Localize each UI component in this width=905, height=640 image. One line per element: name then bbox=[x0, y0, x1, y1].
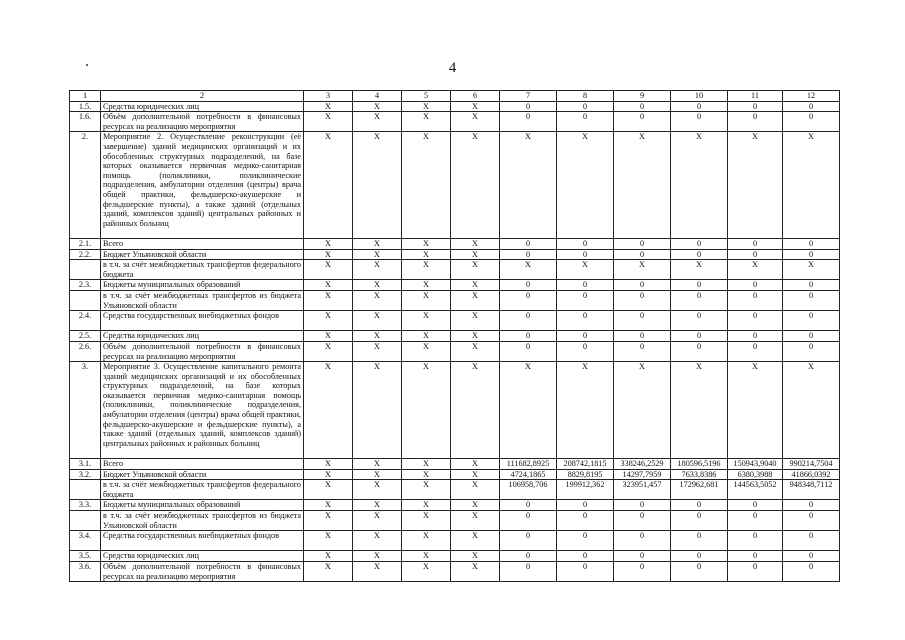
cell-value: 0 bbox=[557, 341, 614, 361]
table-row bbox=[70, 531, 840, 551]
cell-value: X bbox=[557, 362, 614, 459]
row-label: в т.ч. за счёт межбюджетных трансфертов из бюджета Ульяновской области bbox=[101, 511, 304, 531]
cell-value: 0 bbox=[500, 551, 557, 562]
cell-value: 0 bbox=[500, 562, 557, 582]
cell-value: X bbox=[671, 260, 728, 280]
row-label: Средства государственных внебюджетных фондов bbox=[101, 311, 304, 331]
cell-value: 6380,3988 bbox=[728, 469, 783, 480]
cell-value: 0 bbox=[671, 331, 728, 342]
header-row bbox=[70, 91, 840, 102]
cell-value: X bbox=[304, 341, 353, 361]
column-number: 10 bbox=[671, 91, 728, 102]
cell-value: 172962,681 bbox=[671, 480, 728, 500]
table-row bbox=[70, 132, 840, 239]
cell-value: 0 bbox=[783, 238, 840, 249]
cell-value: 0 bbox=[728, 500, 783, 511]
table-row bbox=[70, 249, 840, 260]
cell-value: 0 bbox=[557, 290, 614, 310]
cell-value: X bbox=[353, 101, 402, 112]
cell-value: X bbox=[353, 551, 402, 562]
table-row bbox=[70, 341, 840, 361]
cell-value: 0 bbox=[728, 562, 783, 582]
cell-value: 0 bbox=[671, 112, 728, 132]
cell-value: 0 bbox=[783, 562, 840, 582]
cell-value: 338246,2529 bbox=[614, 459, 671, 470]
cell-value: X bbox=[402, 101, 451, 112]
cell-value: X bbox=[353, 362, 402, 459]
table-row bbox=[70, 551, 840, 562]
cell-value: 0 bbox=[557, 500, 614, 511]
cell-value: X bbox=[353, 341, 402, 361]
cell-value: 0 bbox=[500, 511, 557, 531]
row-label: в т.ч. за счёт межбюджетных трансфертов федерального бюджета bbox=[101, 480, 304, 500]
cell-value: X bbox=[451, 311, 500, 331]
row-label: в т.ч. за счёт межбюджетных трансфертов из бюджета Ульяновской области bbox=[101, 290, 304, 310]
cell-value: X bbox=[402, 362, 451, 459]
row-label: Объём дополнительной потребности в финансовых ресурсах на реализацию мероприятия bbox=[101, 112, 304, 132]
cell-value: X bbox=[451, 101, 500, 112]
row-label: Всего bbox=[101, 238, 304, 249]
cell-value: X bbox=[402, 459, 451, 470]
cell-value: X bbox=[402, 132, 451, 239]
column-number: 3 bbox=[304, 91, 353, 102]
cell-value: 0 bbox=[728, 112, 783, 132]
cell-value: 0 bbox=[557, 511, 614, 531]
cell-value: X bbox=[451, 249, 500, 260]
cell-value: 0 bbox=[728, 311, 783, 331]
row-label: Средства юридических лиц bbox=[101, 551, 304, 562]
cell-value: X bbox=[353, 459, 402, 470]
row-number: 1.5. bbox=[70, 101, 101, 112]
cell-value: X bbox=[353, 531, 402, 551]
cell-value: X bbox=[402, 480, 451, 500]
cell-value: X bbox=[304, 238, 353, 249]
cell-value: X bbox=[671, 132, 728, 239]
row-number bbox=[70, 511, 101, 531]
cell-value: 150943,9040 bbox=[728, 459, 783, 470]
cell-value: 0 bbox=[783, 311, 840, 331]
cell-value: X bbox=[671, 362, 728, 459]
row-number: 2. bbox=[70, 132, 101, 239]
cell-value: X bbox=[304, 469, 353, 480]
row-number: 2.6. bbox=[70, 341, 101, 361]
cell-value: X bbox=[353, 469, 402, 480]
table-row bbox=[70, 500, 840, 511]
row-label: Бюджет Ульяновской области bbox=[101, 249, 304, 260]
row-label: Бюджеты муниципальных образований bbox=[101, 500, 304, 511]
budget-table bbox=[69, 90, 840, 582]
cell-value: 7633,8386 bbox=[671, 469, 728, 480]
table-row bbox=[70, 331, 840, 342]
cell-value: 0 bbox=[728, 531, 783, 551]
cell-value: 0 bbox=[728, 280, 783, 291]
cell-value: 8829,8195 bbox=[557, 469, 614, 480]
cell-value: X bbox=[402, 249, 451, 260]
cell-value: 0 bbox=[614, 249, 671, 260]
cell-value: X bbox=[353, 280, 402, 291]
cell-value: 0 bbox=[500, 249, 557, 260]
cell-value: 990214,7504 bbox=[783, 459, 840, 470]
cell-value: X bbox=[451, 132, 500, 239]
cell-value: 0 bbox=[614, 280, 671, 291]
row-number: 2.2. bbox=[70, 249, 101, 260]
cell-value: 0 bbox=[728, 511, 783, 531]
cell-value: 0 bbox=[728, 249, 783, 260]
cell-value: 0 bbox=[614, 238, 671, 249]
row-label: Всего bbox=[101, 459, 304, 470]
column-number: 12 bbox=[783, 91, 840, 102]
column-number: 1 bbox=[70, 91, 101, 102]
cell-value: 0 bbox=[671, 500, 728, 511]
row-label: Средства юридических лиц bbox=[101, 331, 304, 342]
row-number bbox=[70, 290, 101, 310]
cell-value: X bbox=[304, 562, 353, 582]
cell-value: 0 bbox=[500, 531, 557, 551]
cell-value: 0 bbox=[671, 531, 728, 551]
cell-value: X bbox=[783, 362, 840, 459]
cell-value: 0 bbox=[728, 290, 783, 310]
cell-value: 0 bbox=[614, 331, 671, 342]
column-number: 8 bbox=[557, 91, 614, 102]
cell-value: X bbox=[304, 459, 353, 470]
cell-value: X bbox=[304, 311, 353, 331]
cell-value: X bbox=[451, 362, 500, 459]
row-number: 2.3. bbox=[70, 280, 101, 291]
cell-value: 111682,8925 bbox=[500, 459, 557, 470]
row-number: 1.6. bbox=[70, 112, 101, 132]
cell-value: 0 bbox=[557, 249, 614, 260]
cell-value: X bbox=[402, 238, 451, 249]
row-number: 3.2. bbox=[70, 469, 101, 480]
cell-value: 0 bbox=[783, 280, 840, 291]
cell-value: X bbox=[451, 280, 500, 291]
cell-value: X bbox=[451, 551, 500, 562]
cell-value: X bbox=[402, 331, 451, 342]
cell-value: 0 bbox=[557, 331, 614, 342]
cell-value: 0 bbox=[500, 238, 557, 249]
cell-value: 144563,5052 bbox=[728, 480, 783, 500]
table-row bbox=[70, 362, 840, 459]
cell-value: X bbox=[353, 480, 402, 500]
row-label: Мероприятие 3. Осуществление капитального ремонта зданий медицинских организаций и их обособленных структурных подразделений, на базе которых оказывается первичная медико-санитарная помощь (поликлиники, поликлинические подразделения, амбулатории отделения (центры) врача общей практики, фельдшерско-акушерские и фельдшерские пункты), а также зданий (отдельных зданий, комплексов зданий) центральных районных и районных больниц bbox=[101, 362, 304, 459]
cell-value: X bbox=[304, 480, 353, 500]
cell-value: X bbox=[304, 112, 353, 132]
row-label: Мероприятие 2. Осуществление реконструкции (её завершение) зданий медицинских организаций и их обособленных структурных подразделений, на базе которых оказывается первичная медико-санитарная помощь (поликлиники, поликлинические подразделения, амбулатории отделения (центры) врача общей практики, фельдшерско-акушерские и фельдшерские пункты), а также зданий (отдельных зданий, комплексов зданий) центральных районных и районных больниц bbox=[101, 132, 304, 239]
cell-value: 0 bbox=[671, 238, 728, 249]
row-number bbox=[70, 260, 101, 280]
table-row bbox=[70, 112, 840, 132]
cell-value: 0 bbox=[783, 112, 840, 132]
cell-value: X bbox=[353, 132, 402, 239]
cell-value: X bbox=[304, 280, 353, 291]
cell-value: X bbox=[451, 331, 500, 342]
cell-value: 0 bbox=[614, 341, 671, 361]
cell-value: 0 bbox=[783, 290, 840, 310]
cell-value: 0 bbox=[557, 551, 614, 562]
cell-value: X bbox=[451, 511, 500, 531]
cell-value: X bbox=[353, 331, 402, 342]
row-label: Объём дополнительной потребности в финансовых ресурсах на реализацию мероприятия bbox=[101, 341, 304, 361]
cell-value: 0 bbox=[614, 531, 671, 551]
cell-value: 0 bbox=[500, 280, 557, 291]
row-label: Средства государственных внебюджетных фондов bbox=[101, 531, 304, 551]
cell-value: 0 bbox=[557, 101, 614, 112]
row-number: 2.1. bbox=[70, 238, 101, 249]
cell-value: 0 bbox=[728, 238, 783, 249]
cell-value: X bbox=[402, 511, 451, 531]
cell-value: X bbox=[451, 290, 500, 310]
cell-value: 0 bbox=[671, 101, 728, 112]
cell-value: X bbox=[451, 238, 500, 249]
cell-value: X bbox=[451, 260, 500, 280]
cell-value: X bbox=[557, 260, 614, 280]
cell-value: X bbox=[402, 341, 451, 361]
cell-value: X bbox=[451, 480, 500, 500]
cell-value: 0 bbox=[671, 511, 728, 531]
cell-value: 0 bbox=[671, 562, 728, 582]
cell-value: X bbox=[304, 132, 353, 239]
cell-value: 0 bbox=[614, 290, 671, 310]
cell-value: 0 bbox=[783, 500, 840, 511]
row-label: Средства юридических лиц bbox=[101, 101, 304, 112]
cell-value: X bbox=[304, 249, 353, 260]
cell-value: X bbox=[304, 260, 353, 280]
row-number: 3. bbox=[70, 362, 101, 459]
cell-value: 0 bbox=[614, 101, 671, 112]
cell-value: X bbox=[353, 562, 402, 582]
cell-value: X bbox=[614, 260, 671, 280]
cell-value: X bbox=[353, 290, 402, 310]
cell-value: 0 bbox=[671, 290, 728, 310]
cell-value: X bbox=[500, 132, 557, 239]
table-row bbox=[70, 480, 840, 500]
cell-value: X bbox=[451, 112, 500, 132]
table-row bbox=[70, 280, 840, 291]
cell-value: 0 bbox=[614, 500, 671, 511]
cell-value: X bbox=[353, 500, 402, 511]
column-number: 11 bbox=[728, 91, 783, 102]
cell-value: 0 bbox=[557, 531, 614, 551]
cell-value: 948348,7112 bbox=[783, 480, 840, 500]
cell-value: X bbox=[451, 459, 500, 470]
cell-value: 0 bbox=[728, 101, 783, 112]
cell-value: X bbox=[402, 280, 451, 291]
cell-value: X bbox=[304, 551, 353, 562]
cell-value: 0 bbox=[614, 562, 671, 582]
cell-value: 0 bbox=[557, 112, 614, 132]
cell-value: 0 bbox=[500, 112, 557, 132]
cell-value: X bbox=[402, 531, 451, 551]
cell-value: 0 bbox=[614, 311, 671, 331]
cell-value: 0 bbox=[783, 331, 840, 342]
cell-value: 0 bbox=[500, 331, 557, 342]
cell-value: 208742,1815 bbox=[557, 459, 614, 470]
cell-value: X bbox=[402, 112, 451, 132]
cell-value: X bbox=[500, 260, 557, 280]
cell-value: 323951,457 bbox=[614, 480, 671, 500]
cell-value: X bbox=[451, 531, 500, 551]
cell-value: 0 bbox=[557, 562, 614, 582]
cell-value: 41866,0392 bbox=[783, 469, 840, 480]
cell-value: 0 bbox=[671, 311, 728, 331]
cell-value: X bbox=[353, 311, 402, 331]
cell-value: X bbox=[500, 362, 557, 459]
cell-value: X bbox=[402, 469, 451, 480]
row-label: в т.ч. за счёт межбюджетных трансфертов федерального бюджета bbox=[101, 260, 304, 280]
column-number: 6 bbox=[451, 91, 500, 102]
cell-value: X bbox=[353, 112, 402, 132]
cell-value: X bbox=[402, 562, 451, 582]
cell-value: 0 bbox=[557, 280, 614, 291]
column-number: 7 bbox=[500, 91, 557, 102]
cell-value: X bbox=[728, 260, 783, 280]
cell-value: 0 bbox=[671, 551, 728, 562]
row-label: Бюджеты муниципальных образований bbox=[101, 280, 304, 291]
cell-value: 0 bbox=[783, 341, 840, 361]
cell-value: 0 bbox=[783, 249, 840, 260]
cell-value: 0 bbox=[557, 238, 614, 249]
cell-value: 180596,5196 bbox=[671, 459, 728, 470]
table-row bbox=[70, 562, 840, 582]
cell-value: 0 bbox=[614, 511, 671, 531]
cell-value: 0 bbox=[671, 249, 728, 260]
cell-value: X bbox=[728, 362, 783, 459]
column-number: 4 bbox=[353, 91, 402, 102]
cell-value: X bbox=[402, 551, 451, 562]
cell-value: X bbox=[402, 260, 451, 280]
cell-value: X bbox=[304, 362, 353, 459]
cell-value: 0 bbox=[500, 500, 557, 511]
cell-value: X bbox=[353, 249, 402, 260]
cell-value: 0 bbox=[728, 341, 783, 361]
row-number: 2.4. bbox=[70, 311, 101, 331]
row-number: 3.6. bbox=[70, 562, 101, 582]
cell-value: 0 bbox=[728, 551, 783, 562]
cell-value: X bbox=[304, 531, 353, 551]
cell-value: 0 bbox=[500, 341, 557, 361]
cell-value: X bbox=[451, 500, 500, 511]
row-number: 3.3. bbox=[70, 500, 101, 511]
row-number: 3.4. bbox=[70, 531, 101, 551]
table-row bbox=[70, 511, 840, 531]
cell-value: 0 bbox=[671, 280, 728, 291]
table-row bbox=[70, 469, 840, 480]
row-label: Объём дополнительной потребности в финансовых ресурсах на реализацию мероприятия bbox=[101, 562, 304, 582]
cell-value: X bbox=[614, 132, 671, 239]
cell-value: X bbox=[353, 260, 402, 280]
row-number: 3.5. bbox=[70, 551, 101, 562]
cell-value: X bbox=[402, 500, 451, 511]
cell-value: X bbox=[614, 362, 671, 459]
cell-value: 0 bbox=[783, 511, 840, 531]
cell-value: 0 bbox=[500, 290, 557, 310]
table-row bbox=[70, 459, 840, 470]
cell-value: X bbox=[451, 562, 500, 582]
cell-value: 106958,706 bbox=[500, 480, 557, 500]
table-row bbox=[70, 311, 840, 331]
row-number: 3.1. bbox=[70, 459, 101, 470]
cell-value: 14297,7959 bbox=[614, 469, 671, 480]
column-number: 9 bbox=[614, 91, 671, 102]
row-number bbox=[70, 480, 101, 500]
row-number: 2.5. bbox=[70, 331, 101, 342]
cell-value: 0 bbox=[783, 531, 840, 551]
cell-value: X bbox=[304, 500, 353, 511]
row-label: Бюджет Ульяновской области bbox=[101, 469, 304, 480]
cell-value: 0 bbox=[614, 112, 671, 132]
cell-value: X bbox=[783, 260, 840, 280]
cell-value: X bbox=[304, 101, 353, 112]
cell-value: X bbox=[304, 511, 353, 531]
table-row bbox=[70, 101, 840, 112]
cell-value: 4724,1865 bbox=[500, 469, 557, 480]
table-row bbox=[70, 290, 840, 310]
cell-value: 0 bbox=[671, 341, 728, 361]
page-number: 4 bbox=[448, 60, 457, 76]
cell-value: 0 bbox=[500, 311, 557, 331]
cell-value: 0 bbox=[728, 331, 783, 342]
cell-value: 0 bbox=[783, 101, 840, 112]
cell-value: 0 bbox=[614, 551, 671, 562]
cell-value: X bbox=[353, 238, 402, 249]
cell-value: X bbox=[353, 511, 402, 531]
cell-value: 0 bbox=[500, 101, 557, 112]
cell-value: X bbox=[451, 341, 500, 361]
table-row bbox=[70, 238, 840, 249]
cell-value: X bbox=[557, 132, 614, 239]
cell-value: X bbox=[304, 331, 353, 342]
cell-value: 199912,362 bbox=[557, 480, 614, 500]
column-number: 2 bbox=[101, 91, 304, 102]
column-number: 5 bbox=[402, 91, 451, 102]
cell-value: X bbox=[402, 311, 451, 331]
cell-value: 0 bbox=[557, 311, 614, 331]
cell-value: X bbox=[783, 132, 840, 239]
cell-value: X bbox=[402, 290, 451, 310]
cell-value: 0 bbox=[783, 551, 840, 562]
cell-value: X bbox=[728, 132, 783, 239]
cell-value: X bbox=[304, 290, 353, 310]
table-row bbox=[70, 260, 840, 280]
cell-value: X bbox=[451, 469, 500, 480]
